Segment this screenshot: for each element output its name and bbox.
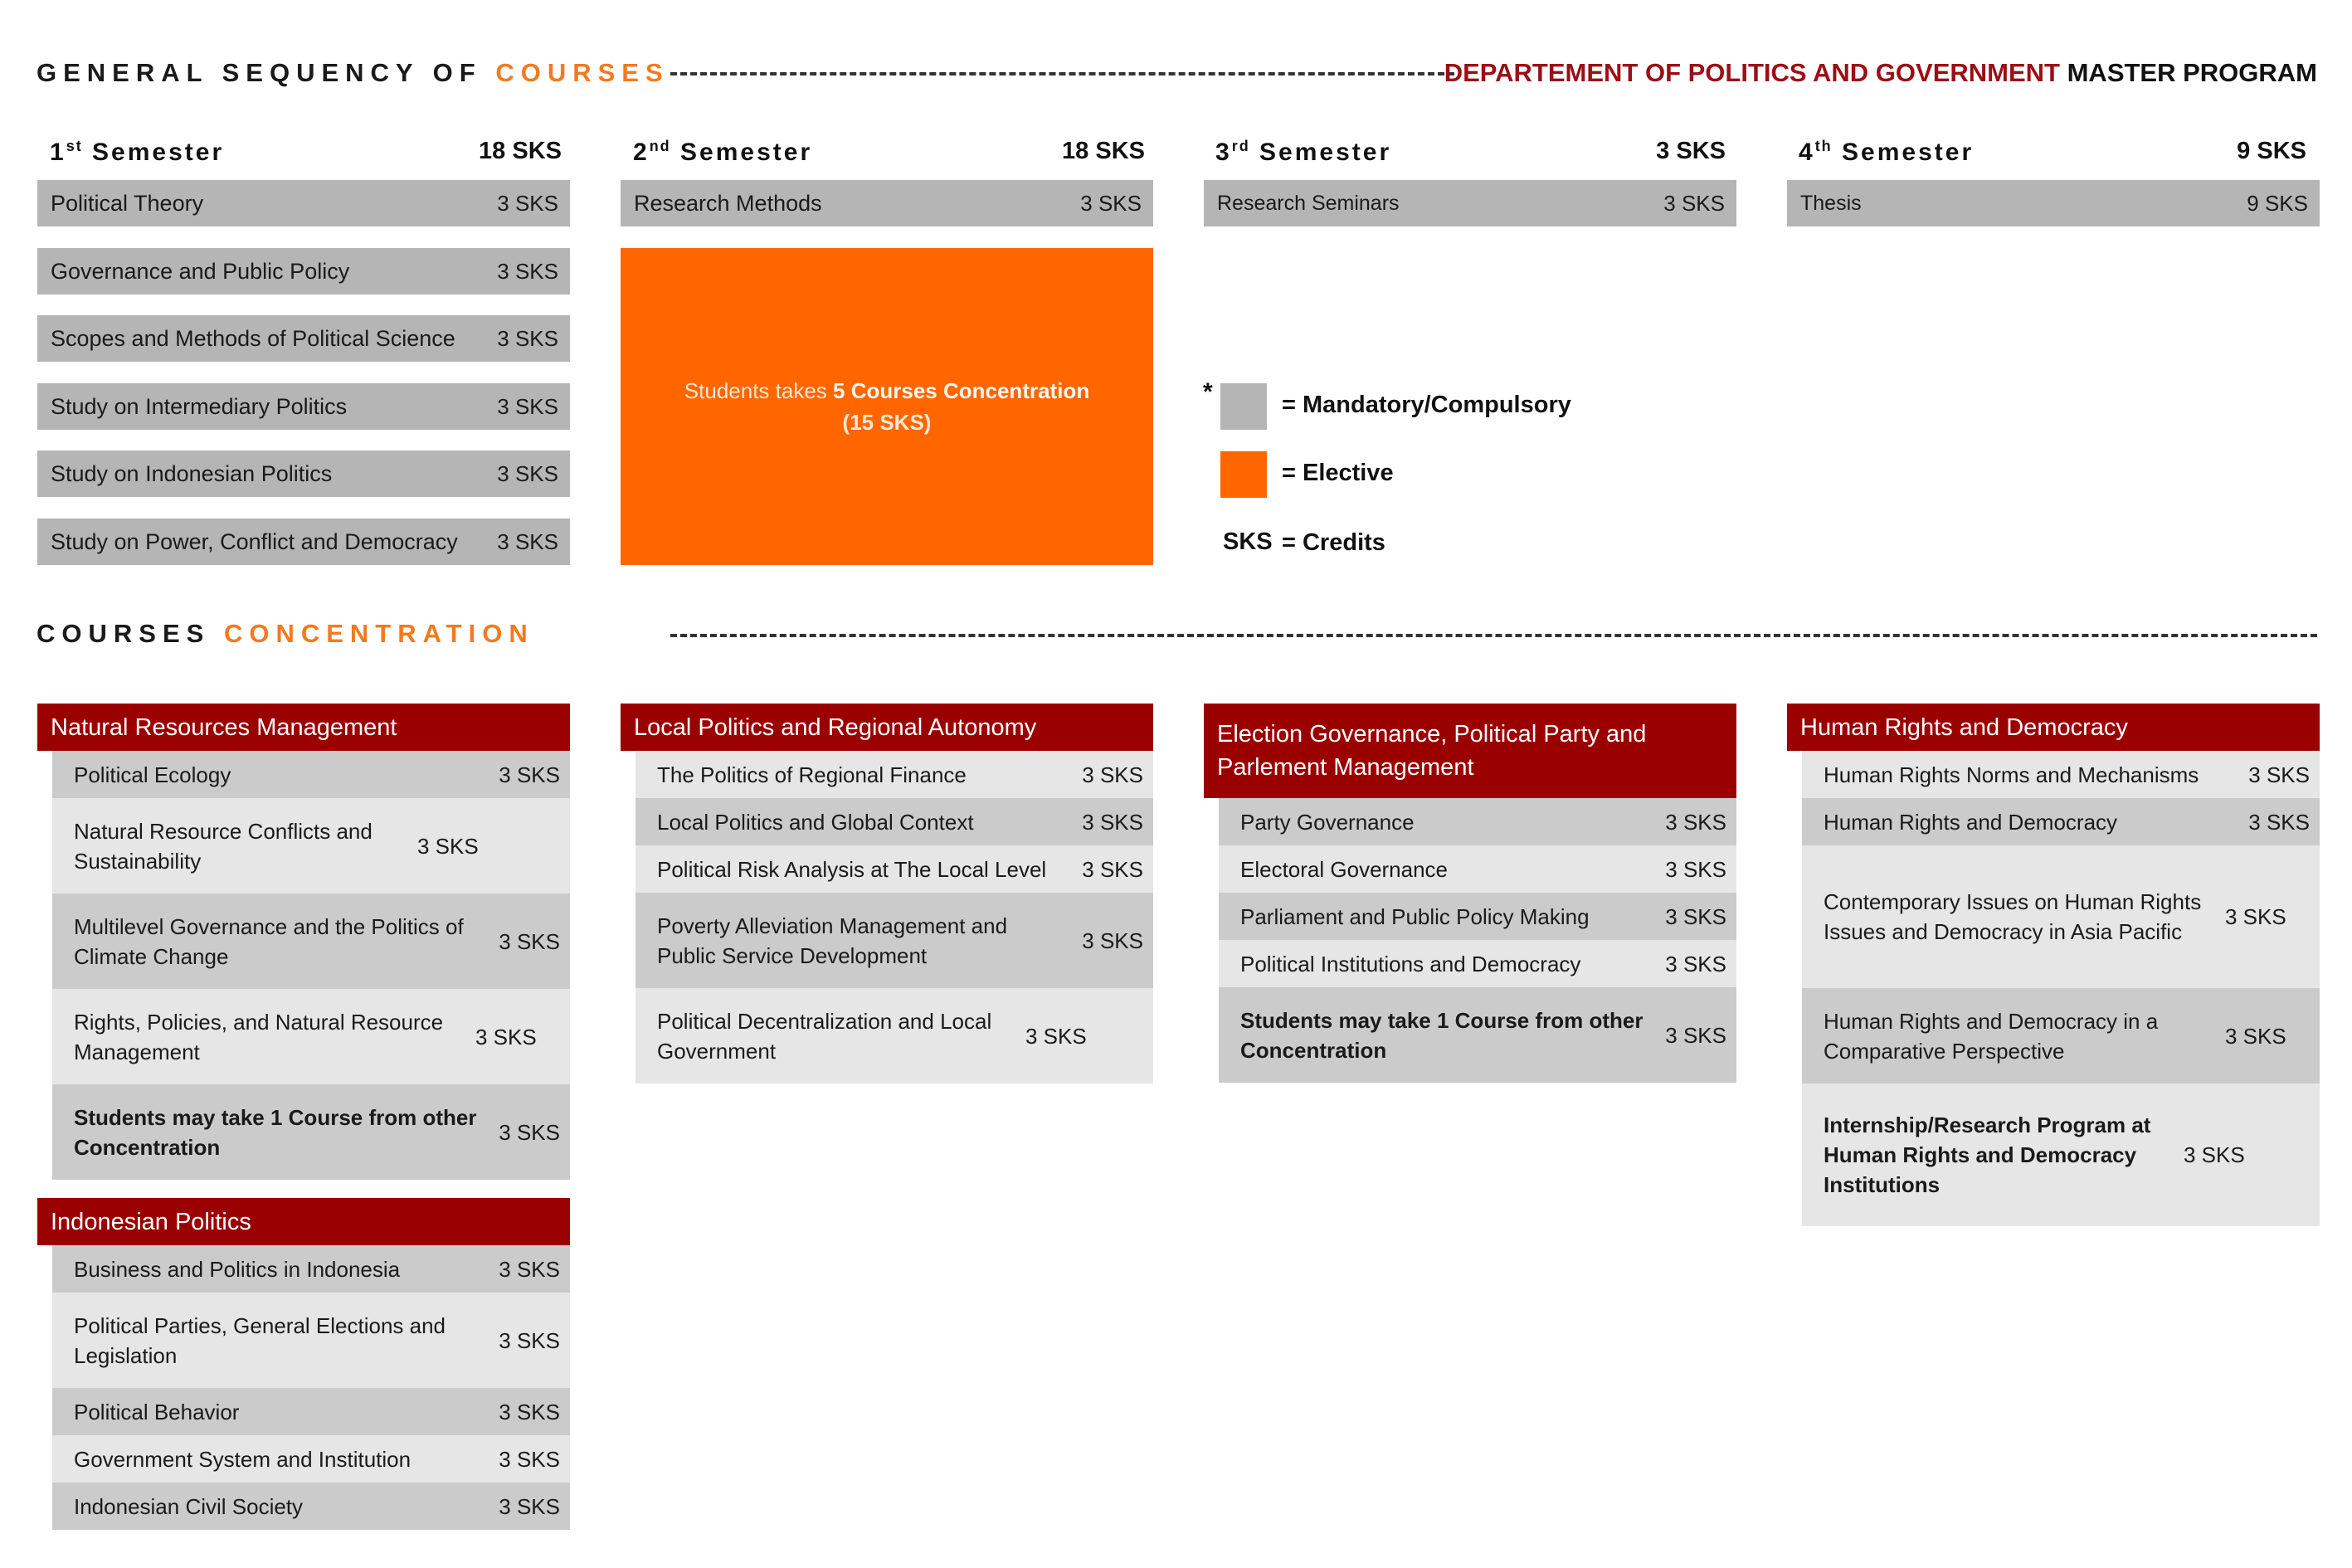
program-name: MASTER PROGRAM xyxy=(2067,58,2317,87)
concentration-course-row: The Politics of Regional Finance 3 SKS xyxy=(635,751,1153,798)
concentration-course-row: Human Rights and Democracy 3 SKS xyxy=(1802,798,2320,845)
concentration-course-row: Political Institutions and Democracy 3 SKS xyxy=(1219,940,1736,987)
concentration-course-row: Natural Resource Conflicts and Sustainability 3 SKS xyxy=(52,798,570,894)
concentration-course-row: Multilevel Governance and the Politics of Climate Change 3 SKS xyxy=(52,894,570,989)
concentration-course-row: Internship/Research Program at Human Rights and Democracy Institutions 3 SKS xyxy=(1802,1083,2320,1226)
concentration-title-main: COURSES xyxy=(37,619,211,648)
mandatory-swatch xyxy=(1220,383,1267,430)
page-title xyxy=(37,58,670,88)
semester-1-course: Political Theory 3 SKS xyxy=(37,180,570,226)
concentration-course-row: Human Rights Norms and Mechanisms 3 SKS xyxy=(1802,751,2320,798)
page-title-main: GENERAL SEQUENCY OF xyxy=(37,58,482,87)
semester-4-credits: 9 SKS xyxy=(2237,138,2306,164)
concentration-course-row: Local Politics and Global Context 3 SKS xyxy=(635,798,1153,845)
concentration-local-politics-header: Local Politics and Regional Autonomy xyxy=(621,704,1153,751)
semester-1-course: Study on Indonesian Politics 3 SKS xyxy=(37,450,570,497)
department-title xyxy=(1444,58,2317,88)
legend-sks-key: SKS xyxy=(1223,528,1273,555)
department-name: DEPARTEMENT OF POLITICS AND GOVERNMENT xyxy=(1444,58,2060,87)
concentration-course-row: Students may take 1 Course from other Concentration 3 SKS xyxy=(1219,987,1736,1083)
elective-concentration-box xyxy=(621,248,1153,565)
semester-1-course: Study on Power, Conflict and Democracy 3 SKS xyxy=(37,519,570,565)
semester-3-heading: 3rd Semester xyxy=(1215,138,1392,166)
concentration-natural-resources-list xyxy=(52,751,570,1180)
header-divider xyxy=(670,72,1454,75)
concentration-course-row: Business and Politics in Indonesia 3 SKS xyxy=(52,1245,570,1293)
concentration-course-row: Political Parties, General Elections and Legislation 3 SKS xyxy=(52,1293,570,1388)
concentration-course-row: Students may take 1 Course from other Concentration 3 SKS xyxy=(52,1084,570,1180)
concentration-course-row: Parliament and Public Policy Making 3 SKS xyxy=(1219,893,1736,940)
concentration-course-row: Government System and Institution 3 SKS xyxy=(52,1435,570,1483)
legend-elective-label: = Elective xyxy=(1282,460,1394,486)
legend-asterisk: * xyxy=(1203,378,1213,406)
concentration-course-row: Political Behavior 3 SKS xyxy=(52,1388,570,1435)
semester-4-heading: 4th Semester xyxy=(1799,138,1975,166)
concentration-course-row: Party Governance 3 SKS xyxy=(1219,798,1736,845)
concentration-title-accent: CONCENTRATION xyxy=(223,619,534,648)
legend-mandatory-label: = Mandatory/Compulsory xyxy=(1282,392,1571,418)
concentration-title xyxy=(37,619,534,649)
concentration-course-row: Political Decentralization and Local Government 3 SKS xyxy=(635,988,1153,1083)
concentration-human-rights-list xyxy=(1802,751,2320,1226)
concentration-course-row: Poverty Alleviation Management and Public Service Development 3 SKS xyxy=(635,893,1153,988)
concentration-course-row: Indonesian Civil Society 3 SKS xyxy=(52,1483,570,1530)
semester-2-course: Research Methods 3 SKS xyxy=(621,180,1153,226)
concentration-divider xyxy=(670,634,2317,637)
semester-1-heading: 1st Semester xyxy=(50,138,225,166)
page-title-accent: COURSES xyxy=(495,58,670,87)
concentration-course-row: Human Rights and Democracy in a Comparative Perspective 3 SKS xyxy=(1802,988,2320,1083)
semester-3-course: Research Seminars 3 SKS xyxy=(1204,180,1736,226)
semester-1-course: Governance and Public Policy 3 SKS xyxy=(37,248,570,295)
semester-2-heading: 2nd Semester xyxy=(633,138,813,166)
concentration-election-governance-header: Election Governance, Political Party and Parlement Management xyxy=(1204,704,1736,798)
elective-line-2: (15 SKS) xyxy=(842,410,932,435)
semester-1-course: Scopes and Methods of Political Science 3 SKS xyxy=(37,315,570,362)
concentration-indonesian-politics-list xyxy=(52,1245,570,1530)
semester-2-credits: 18 SKS xyxy=(1062,138,1145,164)
legend-sks-label: = Credits xyxy=(1282,529,1385,556)
concentration-local-politics-list xyxy=(635,751,1153,1083)
concentration-human-rights-header: Human Rights and Democracy xyxy=(1787,704,2320,751)
concentration-election-governance-list xyxy=(1219,798,1736,1083)
concentration-natural-resources-header: Natural Resources Management xyxy=(37,704,570,751)
elective-line-1: Students takes 5 Courses Concentration xyxy=(684,378,1090,403)
semester-1-credits: 18 SKS xyxy=(479,138,562,164)
concentration-indonesian-politics-header: Indonesian Politics xyxy=(37,1198,570,1245)
semester-4-course: Thesis 9 SKS xyxy=(1787,180,2320,226)
semester-3-credits: 3 SKS xyxy=(1656,138,1726,164)
concentration-course-row: Political Risk Analysis at The Local Level 3 SKS xyxy=(635,845,1153,893)
concentration-course-row: Electoral Governance 3 SKS xyxy=(1219,845,1736,893)
concentration-course-row: Political Ecology 3 SKS xyxy=(52,751,570,798)
elective-swatch xyxy=(1220,451,1267,498)
semester-1-course: Study on Intermediary Politics 3 SKS xyxy=(37,383,570,430)
concentration-course-row: Rights, Policies, and Natural Resource Management 3 SKS xyxy=(52,989,570,1084)
concentration-course-row: Contemporary Issues on Human Rights Issues and Democracy in Asia Pacific 3 SKS xyxy=(1802,845,2320,988)
